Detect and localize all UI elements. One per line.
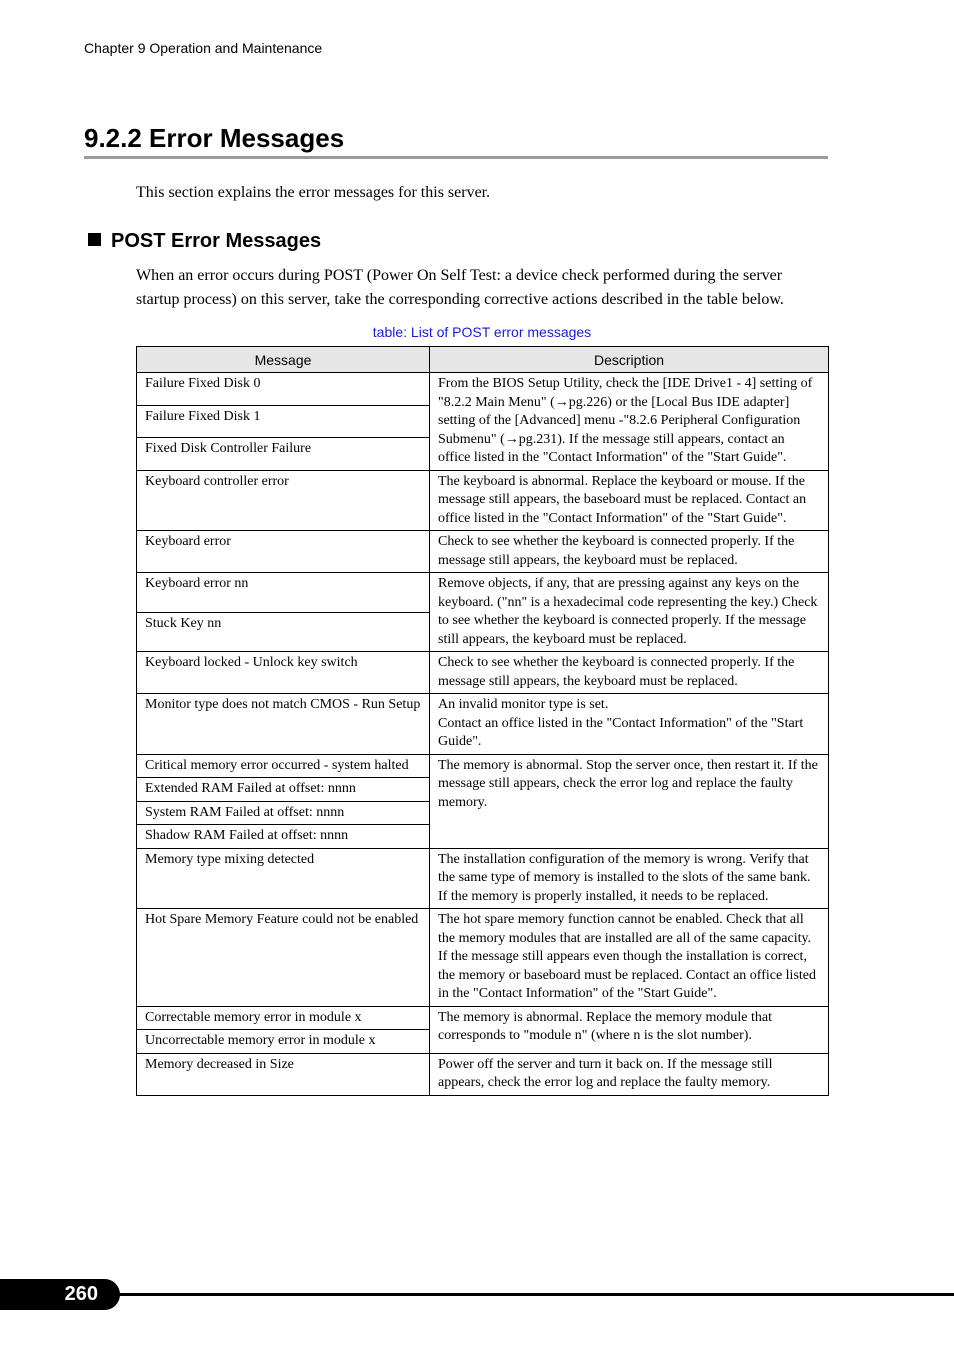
table-row <box>137 373 829 406</box>
column-header-description: Description <box>430 347 829 373</box>
message-cell: Keyboard controller error <box>137 470 430 531</box>
description-cell: The memory is abnormal. Replace the memory module that corresponds to "module n" (where n is the slot number). <box>430 1006 829 1053</box>
table-row <box>137 909 829 1007</box>
message-cell: System RAM Failed at offset: nnnn <box>137 801 430 825</box>
subsection-title: POST Error Messages <box>111 230 322 252</box>
footer-rule <box>110 1293 954 1296</box>
table-row <box>137 652 829 694</box>
message-cell: Shadow RAM Failed at offset: nnnn <box>137 825 430 849</box>
message-cell: Stuck Key nn <box>137 612 430 652</box>
table-row <box>137 573 829 613</box>
description-cell: Check to see whether the keyboard is connected properly. If the message still appears, the keyboard must be replaced. <box>430 531 829 573</box>
page-number: 260 <box>0 1279 120 1310</box>
description-cell: The keyboard is abnormal. Replace the keyboard or mouse. If the message still appears, the baseboard must be replaced. Contact an office listed in the "Contact Information" of the "Start Guide". <box>430 470 829 531</box>
column-header-message: Message <box>137 347 430 373</box>
table-caption: table: List of POST error messages <box>372 324 592 340</box>
message-cell: Keyboard locked - Unlock key switch <box>137 652 430 694</box>
description-cell: Check to see whether the keyboard is connected properly. If the message still appears, the keyboard must be replaced. <box>430 652 829 694</box>
table-row <box>137 694 829 755</box>
message-cell: Hot Spare Memory Feature could not be enabled <box>137 909 430 1007</box>
description-cell: The hot spare memory function cannot be enabled. Check that all the memory modules that are installed are all of the same capacity. If the message still appears even though the installation is correct, the memory or baseboard must be replaced. Contact an office listed in the "Contact Information" of the "Start Guide". <box>430 909 829 1007</box>
message-cell: Memory decreased in Size <box>137 1053 430 1095</box>
message-cell: Keyboard error <box>137 531 430 573</box>
description-cell: Remove objects, if any, that are pressing against any keys on the keyboard. ("nn" is a hexadecimal code representing the key.) Check to see whether the keyboard is connected properly. If the message still appears, the keyboard must be replaced. <box>430 573 829 652</box>
table-header-row <box>137 347 829 373</box>
message-cell: Failure Fixed Disk 0 <box>137 373 430 406</box>
message-cell: Monitor type does not match CMOS - Run Setup <box>137 694 430 755</box>
description-cell: Power off the server and turn it back on. If the message still appears, check the error log and replace the faulty memory. <box>430 1053 829 1095</box>
message-cell: Critical memory error occurred - system halted <box>137 754 430 778</box>
subsection-body: When an error occurs during POST (Power On Self Test: a device check performed during the server startup process) on this server, take the corresponding corrective actions described in the table below. <box>136 267 784 308</box>
description-cell: An invalid monitor type is set. Contact an office listed in the "Contact Information" of the "Start Guide". <box>430 694 829 755</box>
description-cell: The installation configuration of the memory is wrong. Verify that the same type of memory is installed to the slots of the same bank. If the memory is properly installed, it needs to be replaced. <box>430 848 829 909</box>
subsection-heading <box>88 230 321 253</box>
table-row <box>137 531 829 573</box>
message-cell: Correctable memory error in module x <box>137 1006 430 1030</box>
table-row <box>137 754 829 778</box>
table-body <box>137 373 829 1096</box>
post-error-table <box>136 346 829 1096</box>
chapter-header: Chapter 9 Operation and Maintenance <box>84 40 323 56</box>
table-row <box>137 1053 829 1095</box>
description-cell: From the BIOS Setup Utility, check the [IDE Drive1 - 4] setting of "8.2.2 Main Menu" (→pg.226) or the [Local Bus IDE adapter] setting of the [Advanced] menu -"8.2.6 Peripheral Configuration Submenu" (→pg.231). If the message still appears, contact an office listed in the "Contact Information" of the "Start Guide". <box>430 373 829 471</box>
message-cell: Uncorrectable memory error in module x <box>137 1030 430 1054</box>
square-bullet-icon <box>88 233 101 246</box>
message-cell: Memory type mixing detected <box>137 848 430 909</box>
table-row <box>137 1006 829 1030</box>
table-row <box>137 470 829 531</box>
description-cell: The memory is abnormal. Stop the server once, then restart it. If the message still appears, check the error log and replace the faulty memory. <box>430 754 829 848</box>
section-intro: This section explains the error messages for this server. <box>136 184 491 201</box>
message-cell: Extended RAM Failed at offset: nnnn <box>137 778 430 802</box>
table-row <box>137 848 829 909</box>
message-cell: Fixed Disk Controller Failure <box>137 438 430 471</box>
section-title: 9.2.2 Error Messages <box>84 120 828 159</box>
message-cell: Keyboard error nn <box>137 573 430 613</box>
message-cell: Failure Fixed Disk 1 <box>137 405 430 438</box>
